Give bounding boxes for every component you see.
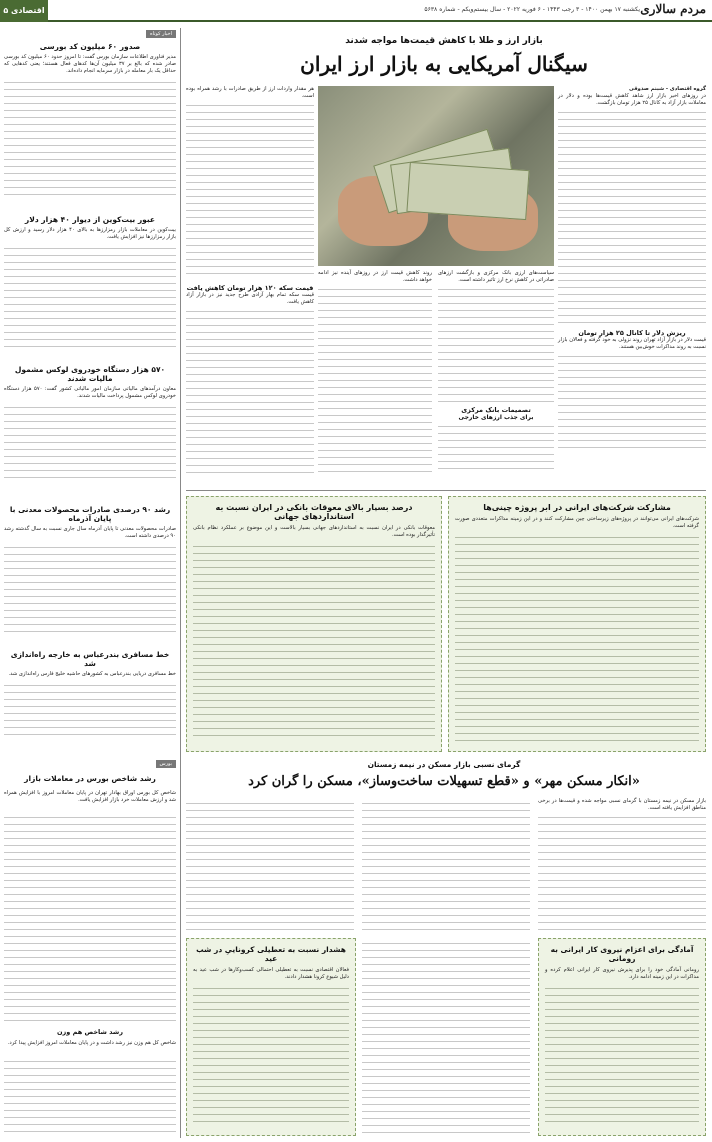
- text-lines: [4, 243, 176, 353]
- column-divider: [180, 28, 181, 1138]
- text-lines: [4, 77, 176, 197]
- text-lines: [4, 812, 176, 1022]
- green-box-romania: [538, 938, 706, 1136]
- dateline: یکشنبه ۱۷ بهمن ۱۴۰۰ - ۳ رجب ۱۴۴۳ - ۶ فوریه ۲۰۲۲ - سال بیستم‌ویکم - شماره ۵۶۳۸: [424, 6, 640, 13]
- lead-right-column: [558, 86, 706, 486]
- bourse-subtitle: رشد شاخص هم وزن: [57, 1028, 123, 1036]
- bourse-body: شاخص کل بورس اوراق بهادار تهران در پایان معاملات امروز با افزایش همراه شد و ارزش معاملات خرد بازار افزایش یافت.: [4, 790, 176, 803]
- housing-headline: «انکار مسکن مهر» و «قطع تسهیلات ساخت‌وساز»، مسکن را گران کرد: [248, 774, 640, 789]
- box-title: آمادگی برای اعزام نیروی کار ایرانی به رومانی: [550, 945, 694, 963]
- news-body: مدیر فناوری اطلاعات سازمان بورس گفت: تا امروز حدود ۶۰ میلیون کد بورسی صادر شده که بالغ بر ۳۷ میلیون آن‌ها کدهای فعال هستند؛ یعنی کدهایی که حداقل یک بار معامله در بازار سرمایه انجام داده‌اند.: [4, 54, 176, 74]
- text-lines: [438, 284, 554, 404]
- lead-sub1: ریزش دلار تا کانال ۲۵ هزار تومان: [578, 329, 686, 337]
- text-lines: [186, 100, 314, 280]
- news-item: [4, 42, 176, 197]
- housing-kicker: گرمای نسبی بازار مسکن در نیمه زمستان: [367, 760, 521, 769]
- news-item: [4, 365, 176, 482]
- text-lines: [545, 983, 699, 1123]
- news-body: صادرات محصولات معدنی تا پایان آذرماه سال جاری نسبت به سال گذشته رشد ۹۰ درصدی داشته است.: [4, 526, 176, 539]
- box-title: درصد بسیار بالای معوقات بانکی در ایران نسبت به استانداردهای جهانی: [215, 503, 413, 521]
- box-body: معوقات بانکی در ایران نسبت به استانداردهای جهانی بسیار بالاست و این موضوع بر عملکرد نظام بانکی تأثیرگذار بوده است.: [193, 525, 435, 538]
- bourse-title: رشد شاخص بورس در معاملات بازار: [24, 774, 156, 783]
- lead-headline: سیگنال آمریکایی به بازار ارز ایران: [300, 52, 588, 76]
- text-lines: [193, 541, 435, 741]
- section-tab: اقتصادی ۵: [0, 0, 48, 22]
- bourse-label: بورس: [156, 760, 177, 768]
- lead-mid-column: [186, 86, 314, 486]
- text-lines: [362, 798, 530, 930]
- news-title: ۵۷۰ هزار دستگاه خودروی لوکس مشمول مالیات شدند: [14, 365, 166, 383]
- text-lines: [186, 798, 354, 930]
- news-body: خط مسافری دریایی بندرعباس به کشورهای حاشیه خلیج فارس راه‌اندازی شد.: [8, 671, 176, 677]
- text-lines: [4, 1056, 176, 1134]
- text-lines: [318, 284, 432, 474]
- box-body: فعالان اقتصادی نسبت به تعطیلی احتمالی کسب‌وکارها در شب عید به دلیل شیوع کرونا هشدار دادند.: [193, 967, 349, 980]
- news-body: بیت‌کوین در معاملات بازار رمزارزها به بالای ۴۰ هزار دلار رسید و ارزش کل بازار رمزارزها نیز افزایش یافت.: [4, 227, 177, 240]
- housing-text: بازار مسکن در نیمه زمستان با گرمای نسبی مواجه شده و قیمت‌ها در برخی مناطق افزایش یافته است.: [538, 798, 706, 811]
- box-body: رومانی آمادگی خود را برای پذیرش نیروی کار ایرانی اعلام کرده و مذاکرات در این زمینه ادامه دارد.: [545, 967, 699, 980]
- green-box-corona-closure: [186, 938, 356, 1136]
- section-divider: [186, 490, 706, 491]
- text-lines: [538, 812, 706, 930]
- news-item: [4, 505, 176, 637]
- lead-coin-body: قیمت سکه تمام بهار آزادی طرح جدید نیز در بازار آزاد کاهش یافت.: [186, 292, 314, 305]
- news-title: صدور ۶۰ میلیون کد بورسی: [39, 42, 141, 51]
- text-lines: [558, 107, 706, 327]
- text-lines: [4, 680, 176, 740]
- lead-sub2: تصمیمات بانک مرکزی: [461, 406, 531, 414]
- text-lines: [438, 421, 554, 471]
- text-lines: [558, 351, 706, 451]
- bourse-subbody: شاخص کل هم وزن نیز رشد داشت و در پایان معاملات امروز افزایش پیدا کرد.: [7, 1040, 176, 1046]
- text-lines: [4, 402, 176, 482]
- housing-body: [186, 798, 706, 930]
- news-item: [4, 215, 176, 353]
- text-lines: [186, 306, 314, 476]
- green-box-bank-arrears: [186, 496, 442, 752]
- news-item: [4, 650, 176, 740]
- lead-under-text-2: روند کاهش قیمت ارز در روزهای آینده نیز ادامه خواهد داشت.: [318, 270, 432, 283]
- news-title: خط مسافری بندرعباس به خارجه راه‌اندازی شد: [10, 650, 170, 668]
- lead-under-photo: [318, 270, 554, 486]
- lead-sub3: قیمت سکه ۱۲۰ هزار تومان کاهش یافت: [186, 284, 314, 292]
- lead-sub2b: برای جذب ارزهای خارجی: [458, 414, 534, 421]
- bottom-mid-text: [362, 938, 530, 1136]
- box-body: شرکت‌های ایرانی می‌توانند در پروژه‌های زیرساختی چین مشارکت کنند و در این زمینه مذاکرات متعددی صورت گرفته است.: [455, 516, 699, 529]
- green-box-china: [448, 496, 706, 752]
- news-title: رشد ۹۰ درصدی صادرات محصولات معدنی با پایان آذرماه: [9, 505, 171, 523]
- lead-byline: گروه اقتصادی - شبنم صدوقی: [629, 86, 706, 92]
- lead-kicker: بازار ارز و طلا با کاهش قیمت‌ها مواجه شدند: [345, 36, 543, 46]
- left-column: [4, 30, 176, 750]
- box-title: مشارکت شرکت‌های ایرانی در ابر پروژه چینی‌ها: [483, 503, 671, 512]
- banknote: [406, 162, 529, 220]
- lead-under-text: سیاست‌های ارزی بانک مرکزی و بازگشت ارزهای صادراتی در کاهش نرخ ارز تاثیر داشته است.: [438, 270, 554, 283]
- box-title: هشدار نسبت به تعطیلی کروناییِ در شب عید: [196, 945, 346, 963]
- lead-photo: [318, 86, 554, 266]
- news-title: عبور بیت‌کوین از دیوار ۴۰ هزار دلار: [24, 215, 156, 224]
- news-body: معاون درآمدهای مالیاتی سازمان امور مالیاتی کشور گفت: ۵۷۰ هزار دستگاه خودروی لوکس مشمول پرداخت مالیات شدند.: [4, 386, 176, 399]
- text-lines: [4, 542, 176, 637]
- left-column-label: اخبار کوتاه: [146, 30, 176, 38]
- lead-mid-body: قیمت دلار در بازار آزاد تهران روند نزولی به خود گرفته و فعالان بازار نسبت به روند مذاکرات خوش‌بین هستند.: [558, 337, 706, 350]
- brand-logo: مردم سالاری: [640, 2, 706, 16]
- masthead: [0, 0, 712, 22]
- bourse-column: [4, 760, 176, 1138]
- text-lines: [455, 532, 699, 742]
- lead-intro: در روزهای اخیر بازار ارز شاهد کاهش قیمت‌ها بوده و دلار در معاملات بازار آزاد به کانال ۲۵ هزار تومان بازگشت.: [558, 93, 706, 106]
- lead-mid-text: هر مقدار واردات ارز از طریق صادرات با رشد همراه بوده است.: [186, 86, 314, 99]
- text-lines: [193, 983, 349, 1123]
